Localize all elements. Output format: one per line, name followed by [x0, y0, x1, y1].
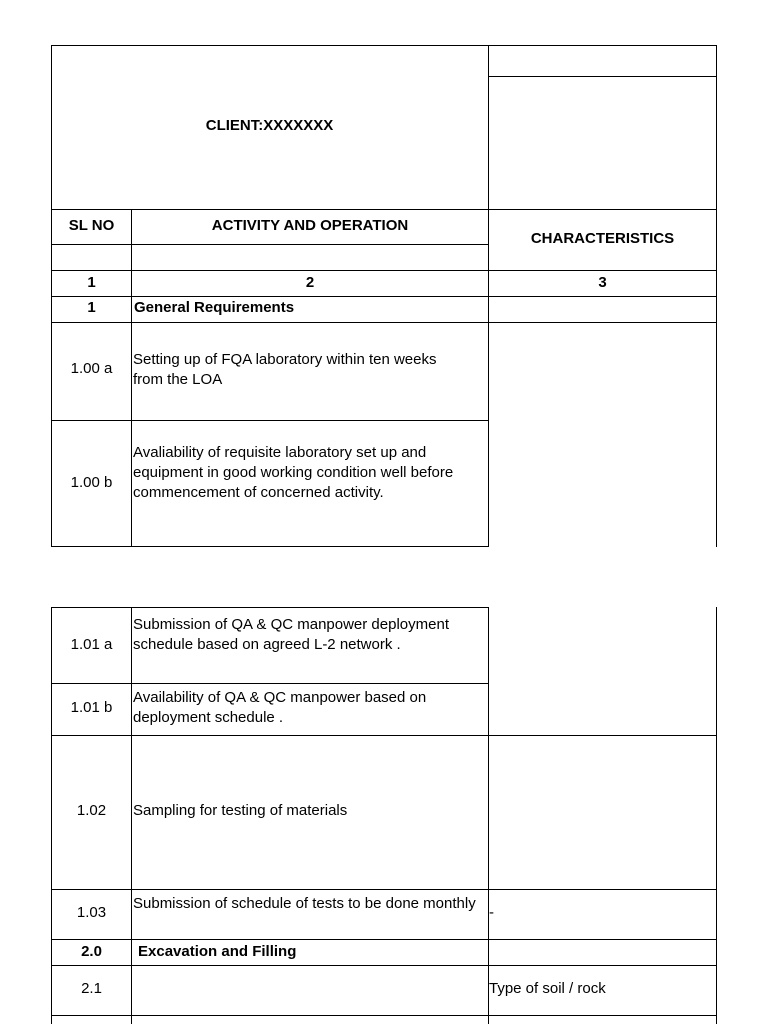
grid-line: [488, 607, 489, 1024]
col-number-3: 3: [598, 274, 607, 291]
grid-line: [51, 889, 717, 890]
grid-line: [716, 607, 717, 1024]
row-activity: Submission of schedule of tests to be done monthly: [133, 895, 476, 912]
col-header-activity: ACTIVITY AND OPERATION: [211, 217, 409, 234]
col-header-sl-no: SL NO: [68, 217, 115, 234]
row-activity: Avaliability of requisite laboratory set up and equipment in good working condition well before commencement of concerned activity.: [133, 444, 454, 501]
grid-line: [51, 209, 717, 210]
col-header-characteristics: CHARACTERISTICS: [530, 230, 675, 247]
row-number: 1.00 a: [70, 360, 113, 377]
grid-line: [51, 244, 488, 245]
grid-line: [51, 607, 488, 608]
grid-line: [51, 546, 488, 547]
row-activity: Submission of QA & QC manpower deployment schedule based on agreed L-2 network .: [133, 616, 449, 653]
grid-line: [51, 965, 717, 966]
section-number: 2.0: [81, 943, 102, 960]
grid-line: [51, 1015, 717, 1016]
client-label: CLIENT:XXXXXXX: [205, 117, 334, 134]
grid-line: [51, 270, 717, 271]
section-title: General Requirements: [134, 299, 295, 316]
row-number: 1.01 b: [70, 699, 113, 716]
grid-line: [51, 683, 488, 684]
row-activity: Sampling for testing of materials: [133, 802, 348, 819]
grid-line: [131, 209, 132, 547]
grid-line: [131, 607, 132, 1024]
row-characteristic: -: [489, 904, 494, 921]
grid-line: [51, 939, 717, 940]
row-number: 1.00 b: [70, 474, 113, 491]
grid-line: [488, 76, 717, 77]
grid-line: [488, 45, 489, 547]
col-number-1: 1: [87, 274, 96, 291]
section-number: 1: [87, 299, 96, 316]
grid-line: [51, 296, 717, 297]
row-characteristic: Type of soil / rock: [489, 980, 606, 997]
col-number-2: 2: [305, 274, 315, 291]
row-activity: Setting up of FQA laboratory within ten weeks from the LOA: [133, 351, 437, 388]
row-activity: Availability of QA & QC manpower based on deployment schedule .: [133, 689, 427, 726]
row-number: 1.01 a: [70, 636, 113, 653]
grid-line: [51, 45, 52, 547]
grid-line: [51, 322, 717, 323]
grid-line: [716, 45, 717, 547]
grid-line: [51, 420, 488, 421]
row-number: 1.02: [76, 802, 107, 819]
section-title: Excavation and Filling: [138, 943, 297, 960]
row-number: 1.03: [76, 904, 107, 921]
grid-line: [51, 45, 717, 46]
row-number: 2.1: [81, 980, 102, 997]
grid-line: [51, 735, 717, 736]
